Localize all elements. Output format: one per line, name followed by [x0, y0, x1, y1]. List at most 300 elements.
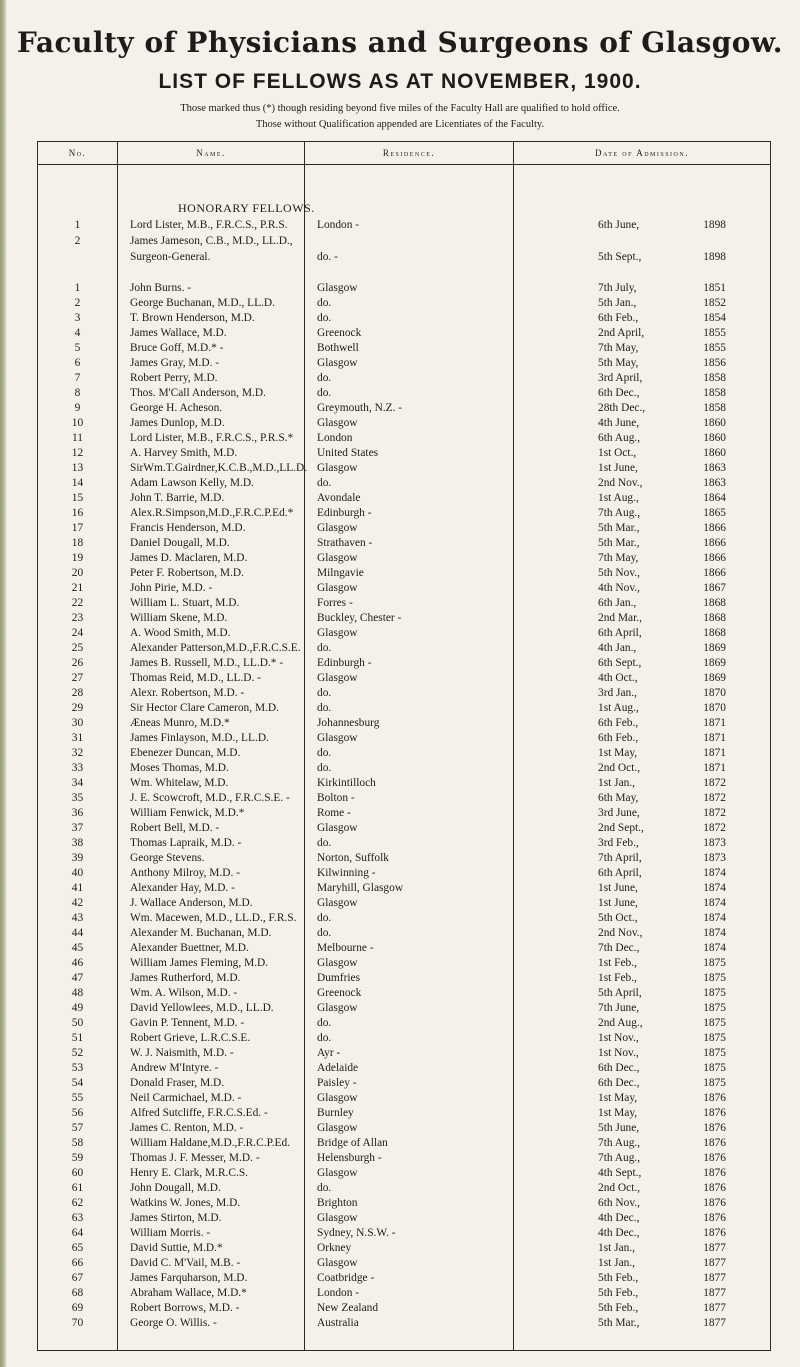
- table-row: [38, 1000, 772, 1016]
- row-number: 49: [71, 1002, 84, 1014]
- admission-year: 1876: [703, 1122, 726, 1134]
- admission-day-month: 7th May,: [598, 552, 639, 564]
- table-row: [38, 1090, 772, 1106]
- row-number: 16: [71, 507, 84, 519]
- residence: Glasgow: [317, 522, 358, 534]
- admission-year: 1863: [703, 477, 726, 489]
- table-row: [38, 370, 772, 386]
- admission-day-month: 1st Jan.,: [598, 777, 636, 789]
- row-number: 45: [71, 942, 84, 954]
- table-row: [38, 430, 772, 446]
- admission-year: 1858: [703, 372, 726, 384]
- table-row: [38, 385, 772, 401]
- table-row: [38, 625, 772, 641]
- fellow-name: William Morris. -: [130, 1227, 211, 1239]
- row-number: 2: [74, 235, 81, 247]
- admission-day-month: 5th Feb.,: [598, 1272, 639, 1284]
- row-number: 59: [71, 1152, 84, 1164]
- admission-day-month: 4th Dec.,: [598, 1227, 640, 1239]
- table-row: [38, 670, 772, 686]
- row-number: 17: [71, 522, 84, 534]
- admission-day-month: 3rd Feb.,: [598, 837, 639, 849]
- residence: Glasgow: [317, 357, 358, 369]
- fellow-name: William Skene, M.D.: [130, 612, 228, 624]
- admission-year: 1876: [703, 1182, 726, 1194]
- fellow-name: John Pirie, M.D. -: [130, 582, 213, 594]
- admission-year: 1876: [703, 1107, 726, 1119]
- page-title: Faculty of Physicians and Surgeons of Glasgow.: [16, 26, 784, 59]
- admission-day-month: 7th July,: [598, 282, 637, 294]
- admission-day-month: 5th Mar.,: [598, 1317, 640, 1329]
- admission-year: 1852: [703, 297, 726, 309]
- fellow-name: Daniel Dougall, M.D.: [130, 537, 230, 549]
- fellow-name: James Dunlop, M.D.: [130, 417, 225, 429]
- admission-day-month: 5th Jan.,: [598, 297, 637, 309]
- residence: do.: [317, 702, 332, 714]
- residence: do.: [317, 312, 332, 324]
- admission-year: 1871: [703, 747, 726, 759]
- admission-day-month: 5th Sept.,: [598, 251, 642, 263]
- admission-year: 1868: [703, 627, 726, 639]
- fellows-table: [37, 141, 771, 1351]
- fellow-name: Henry E. Clark, M.R.C.S.: [130, 1167, 249, 1179]
- row-number: 60: [71, 1167, 84, 1179]
- row-number: 11: [72, 432, 83, 444]
- fellow-name: Alexander M. Buchanan, M.D.: [130, 927, 272, 939]
- row-number: 4: [74, 327, 81, 339]
- residence: Bridge of Allan: [317, 1137, 388, 1149]
- residence: Bothwell: [317, 342, 359, 354]
- fellow-name: Alexr. Robertson, M.D. -: [130, 687, 245, 699]
- residence: Sydney, N.S.W. -: [317, 1227, 396, 1239]
- fellow-name: SirWm.T.Gairdner,K.C.B.,M.D.,LL.D.: [130, 462, 308, 474]
- admission-year: 1875: [703, 1002, 726, 1014]
- residence: do.: [317, 1032, 332, 1044]
- fellow-name: George Stevens.: [130, 852, 205, 864]
- fellow-name: Robert Perry, M.D.: [130, 372, 218, 384]
- admission-day-month: 6th Jan.,: [598, 597, 637, 609]
- table-row: [38, 655, 772, 671]
- residence: Paisley -: [317, 1077, 357, 1089]
- row-number: 36: [71, 807, 84, 819]
- row-number: 10: [71, 417, 84, 429]
- admission-day-month: 4th Nov.,: [598, 582, 640, 594]
- residence: New Zealand: [317, 1302, 379, 1314]
- admission-day-month: 5th Mar.,: [598, 522, 640, 534]
- row-number: 58: [71, 1137, 84, 1149]
- admission-year: 1876: [703, 1197, 726, 1209]
- admission-day-month: 6th Feb.,: [598, 717, 639, 729]
- residence: do.: [317, 762, 332, 774]
- row-number: 15: [71, 492, 84, 504]
- row-number: 20: [71, 567, 84, 579]
- table-row: [38, 835, 772, 851]
- fellow-name: James D. Maclaren, M.D.: [130, 552, 248, 564]
- table-row: [38, 1210, 772, 1226]
- admission-year: 1876: [703, 1167, 726, 1179]
- admission-day-month: 7th April,: [598, 852, 642, 864]
- row-number: 69: [71, 1302, 84, 1314]
- row-number: 67: [71, 1272, 84, 1284]
- admission-day-month: 6th Sept.,: [598, 657, 642, 669]
- fellow-name: Abraham Wallace, M.D.*: [130, 1287, 247, 1299]
- residence: Bolton -: [317, 792, 355, 804]
- admission-year: 1860: [703, 417, 726, 429]
- residence: Australia: [317, 1317, 359, 1329]
- fellow-name: Lord Lister, M.B., F.R.C.S., P.R.S.*: [130, 432, 294, 444]
- admission-day-month: 2nd Oct.,: [598, 1182, 641, 1194]
- table-row: [38, 730, 772, 746]
- table-row: [38, 1240, 772, 1256]
- column-header-residence: Residence.: [382, 148, 436, 158]
- fellow-name: James C. Renton, M.D. -: [130, 1122, 244, 1134]
- list-subtitle: LIST OF FELLOWS AS AT NOVEMBER, 1900.: [158, 70, 642, 93]
- fellow-name: James Stirton, M.D.: [130, 1212, 222, 1224]
- admission-day-month: 7th Aug.,: [598, 507, 641, 519]
- admission-day-month: 6th Aug.,: [598, 432, 641, 444]
- residence: Forres -: [317, 597, 353, 609]
- residence: Melbourne -: [317, 942, 374, 954]
- table-row: [38, 775, 772, 791]
- row-number: 46: [71, 957, 84, 969]
- residence: Edinburgh -: [317, 657, 372, 669]
- admission-day-month: 2nd Sept.,: [598, 822, 644, 834]
- fellow-name: Thomas J. F. Messer, M.D. -: [130, 1152, 260, 1164]
- row-number: 7: [74, 372, 81, 384]
- table-row: [38, 415, 772, 431]
- fellow-name: Peter F. Robertson, M.D.: [130, 567, 244, 579]
- honorary-fellows-heading: HONORARY FELLOWS.: [178, 201, 315, 215]
- admission-year: 1875: [703, 1032, 726, 1044]
- fellow-name: William Fenwick, M.D.*: [130, 807, 245, 819]
- fellow-name: Ebenezer Duncan, M.D.: [130, 747, 241, 759]
- fellow-name: T. Brown Henderson, M.D.: [130, 312, 255, 324]
- admission-year: 1866: [703, 522, 726, 534]
- fellow-name: Andrew M'Intyre. -: [130, 1062, 219, 1074]
- admission-year: 1874: [703, 927, 726, 939]
- admission-day-month: 5th Nov.,: [598, 567, 640, 579]
- admission-year: 1874: [703, 897, 726, 909]
- fellow-name: Æneas Munro, M.D.*: [130, 717, 230, 729]
- table-row: [38, 1180, 772, 1196]
- row-number: 2: [74, 297, 81, 309]
- admission-year: 1876: [703, 1152, 726, 1164]
- row-number: 29: [71, 702, 84, 714]
- admission-day-month: 1st Aug.,: [598, 492, 639, 504]
- table-row: [38, 1015, 772, 1031]
- row-number: 62: [71, 1197, 84, 1209]
- admission-year: 1877: [703, 1257, 726, 1269]
- admission-year: 1874: [703, 867, 726, 879]
- table-row: [38, 1165, 772, 1181]
- residence: Edinburgh -: [317, 507, 372, 519]
- row-number: 70: [71, 1317, 84, 1329]
- table-row: [38, 1105, 772, 1121]
- residence: Brighton: [317, 1197, 358, 1209]
- admission-day-month: 6th May,: [598, 792, 639, 804]
- admission-day-month: 1st Feb.,: [598, 972, 637, 984]
- row-number: 5: [74, 342, 81, 354]
- fellow-name: Surgeon-General.: [130, 251, 211, 263]
- row-number: 33: [71, 762, 84, 774]
- residence: United States: [317, 447, 379, 459]
- admission-day-month: 7th Aug.,: [598, 1137, 641, 1149]
- admission-day-month: 28th Dec.,: [598, 402, 646, 414]
- residence: Helensburgh -: [317, 1152, 382, 1164]
- admission-year: 1868: [703, 597, 726, 609]
- fellow-name: Thos. M'Call Anderson, M.D.: [130, 387, 266, 399]
- admission-year: 1869: [703, 642, 726, 654]
- fellow-name: William L. Stuart, M.D.: [130, 597, 240, 609]
- admission-day-month: 3rd April,: [598, 372, 643, 384]
- admission-day-month: 5th Oct.,: [598, 912, 638, 924]
- table-row: [38, 790, 772, 806]
- admission-day-month: 2nd Oct.,: [598, 762, 641, 774]
- residence: Glasgow: [317, 627, 358, 639]
- fellow-name: Robert Borrows, M.D. -: [130, 1302, 240, 1314]
- table-row: [38, 1060, 772, 1076]
- residence: Johannesburg: [317, 717, 380, 729]
- row-number: 8: [74, 387, 81, 399]
- admission-year: 1858: [703, 402, 726, 414]
- admission-year: 1867: [703, 582, 726, 594]
- fellow-name: Gavin P. Tennent, M.D. -: [130, 1017, 245, 1029]
- admission-year: 1872: [703, 807, 726, 819]
- fellow-name: Anthony Milroy, M.D. -: [130, 867, 241, 879]
- admission-day-month: 6th Feb.,: [598, 732, 639, 744]
- admission-day-month: 6th Dec.,: [598, 1062, 640, 1074]
- admission-day-month: 2nd Nov.,: [598, 477, 643, 489]
- residence: Avondale: [317, 492, 361, 504]
- row-number: 42: [71, 897, 84, 909]
- table-row: [38, 940, 772, 956]
- row-number: 9: [74, 402, 81, 414]
- fellow-name: John Dougall, M.D.: [130, 1182, 221, 1194]
- fellow-name: Wm. Macewen, M.D., LL.D., F.R.S.: [130, 912, 297, 924]
- residence: Glasgow: [317, 1002, 358, 1014]
- residence: London -: [317, 1287, 360, 1299]
- row-number: 31: [71, 732, 84, 744]
- row-number: 57: [71, 1122, 84, 1134]
- row-number: 66: [71, 1257, 84, 1269]
- table-row: [38, 1285, 772, 1301]
- fellow-name: Thomas Lapraik, M.D. -: [130, 837, 242, 849]
- table-row: [38, 310, 772, 326]
- column-header-no: No.: [68, 148, 87, 158]
- row-number: 64: [71, 1227, 84, 1239]
- fellow-name: Watkins W. Jones, M.D.: [130, 1197, 241, 1209]
- residence: do.: [317, 747, 332, 759]
- row-number: 65: [71, 1242, 84, 1254]
- table-row: [38, 1075, 772, 1091]
- admission-day-month: 4th Oct.,: [598, 672, 638, 684]
- fellow-name: George H. Acheson.: [130, 402, 223, 414]
- admission-day-month: 2nd April,: [598, 327, 645, 339]
- admission-day-month: 1st May,: [598, 1092, 638, 1104]
- admission-day-month: 5th Feb.,: [598, 1302, 639, 1314]
- admission-year: 1877: [703, 1272, 726, 1284]
- row-number: 24: [71, 627, 84, 639]
- row-number: 34: [71, 777, 84, 789]
- table-row: [38, 280, 772, 296]
- fellow-name: James Farquharson, M.D.: [130, 1272, 248, 1284]
- qualification-note: Those marked thus (*) though residing beyond five miles of the Faculty Hall are qualified to hold office.: [180, 103, 620, 114]
- admission-day-month: 1st Oct.,: [598, 447, 637, 459]
- fellow-name: Moses Thomas, M.D.: [130, 762, 229, 774]
- admission-year: 1866: [703, 552, 726, 564]
- column-header-date: Date of Admission.: [595, 148, 689, 158]
- row-number: 1: [74, 282, 81, 294]
- admission-year: 1877: [703, 1287, 726, 1299]
- admission-year: 1875: [703, 972, 726, 984]
- row-number: 55: [71, 1092, 84, 1104]
- table-row: [38, 955, 772, 971]
- admission-year: 1869: [703, 672, 726, 684]
- admission-year: 1877: [703, 1242, 726, 1254]
- row-number: 14: [71, 477, 84, 489]
- residence: do. -: [317, 251, 338, 263]
- table-row: [38, 355, 772, 371]
- row-number: 28: [71, 687, 84, 699]
- row-number: 27: [71, 672, 84, 684]
- admission-year: 1874: [703, 942, 726, 954]
- admission-day-month: 1st June,: [598, 882, 638, 894]
- table-row: [38, 610, 772, 626]
- row-number: 68: [71, 1287, 84, 1299]
- residence: Glasgow: [317, 672, 358, 684]
- table-row: [38, 249, 772, 265]
- row-number: 37: [71, 822, 84, 834]
- admission-year: 1863: [703, 462, 726, 474]
- table-row: [38, 745, 772, 761]
- admission-day-month: 6th Nov.,: [598, 1197, 640, 1209]
- admission-day-month: 6th Feb.,: [598, 312, 639, 324]
- table-row: [38, 565, 772, 581]
- row-number: 3: [74, 312, 81, 324]
- admission-year: 1860: [703, 432, 726, 444]
- table-row: [38, 820, 772, 836]
- row-number: 23: [71, 612, 84, 624]
- residence: Glasgow: [317, 417, 358, 429]
- admission-year: 1874: [703, 882, 726, 894]
- admission-day-month: 5th Feb.,: [598, 1287, 639, 1299]
- residence: Glasgow: [317, 462, 358, 474]
- admission-year: 1866: [703, 567, 726, 579]
- admission-year: 1868: [703, 612, 726, 624]
- table-row: [38, 535, 772, 551]
- admission-year: 1854: [703, 312, 726, 324]
- fellow-name: John Burns. -: [130, 282, 192, 294]
- admission-day-month: 1st Feb.,: [598, 957, 637, 969]
- page-edge-shadow: [0, 0, 7, 1367]
- row-number: 48: [71, 987, 84, 999]
- row-number: 35: [71, 792, 84, 804]
- table-row: [38, 475, 772, 491]
- fellow-name: Wm. A. Wilson, M.D. -: [130, 987, 238, 999]
- admission-day-month: 1st May,: [598, 1107, 638, 1119]
- admission-year: 1873: [703, 852, 726, 864]
- residence: London: [317, 432, 353, 444]
- row-number: 44: [71, 927, 84, 939]
- row-number: 30: [71, 717, 84, 729]
- admission-day-month: 6th Dec.,: [598, 387, 640, 399]
- fellow-name: John T. Barrie, M.D.: [130, 492, 225, 504]
- row-number: 61: [71, 1182, 84, 1194]
- residence: Strathaven -: [317, 537, 373, 549]
- residence: Glasgow: [317, 282, 358, 294]
- admission-year: 1876: [703, 1137, 726, 1149]
- row-number: 47: [71, 972, 84, 984]
- residence: Greenock: [317, 327, 362, 339]
- admission-year: 1858: [703, 387, 726, 399]
- table-row: [38, 1225, 772, 1241]
- table-row: [38, 1030, 772, 1046]
- residence: Glasgow: [317, 1092, 358, 1104]
- admission-day-month: 6th Dec.,: [598, 1077, 640, 1089]
- table-row: [38, 1150, 772, 1166]
- fellow-name: James Jameson, C.B., M.D., LL.D.,: [130, 235, 293, 247]
- admission-year: 1875: [703, 987, 726, 999]
- table-row: [38, 865, 772, 881]
- admission-day-month: 1st Jan.,: [598, 1257, 636, 1269]
- admission-year: 1864: [703, 492, 726, 504]
- residence: do.: [317, 837, 332, 849]
- row-number: 54: [71, 1077, 84, 1089]
- row-number: 43: [71, 912, 84, 924]
- residence: Coatbridge -: [317, 1272, 375, 1284]
- admission-year: 1871: [703, 732, 726, 744]
- table-row: [38, 505, 772, 521]
- admission-day-month: 1st June,: [598, 462, 638, 474]
- admission-year: 1856: [703, 357, 726, 369]
- admission-day-month: 1st May,: [598, 747, 638, 759]
- residence: do.: [317, 912, 332, 924]
- fellow-name: David Suttie, M.D.*: [130, 1242, 223, 1254]
- residence: Kirkintilloch: [317, 777, 376, 789]
- admission-day-month: 4th Jan.,: [598, 642, 637, 654]
- admission-day-month: 7th May,: [598, 342, 639, 354]
- fellow-name: Lord Lister, M.B., F.R.C.S., P.R.S.: [130, 219, 288, 231]
- admission-day-month: 7th June,: [598, 1002, 640, 1014]
- residence: Burnley: [317, 1107, 354, 1119]
- residence: do.: [317, 642, 332, 654]
- fellow-name: David C. M'Vail, M.B. -: [130, 1257, 241, 1269]
- table-row: [38, 760, 772, 776]
- row-number: 52: [71, 1047, 84, 1059]
- fellow-name: William James Fleming, M.D.: [130, 957, 269, 969]
- admission-year: 1875: [703, 1062, 726, 1074]
- admission-year: 1870: [703, 687, 726, 699]
- column-header-name: Name.: [196, 148, 226, 158]
- admission-day-month: 6th June,: [598, 219, 640, 231]
- fellow-name: Robert Bell, M.D. -: [130, 822, 220, 834]
- admission-year: 1898: [703, 251, 726, 263]
- table-row: [38, 460, 772, 476]
- table-row: [38, 1255, 772, 1271]
- fellow-name: J. E. Scowcroft, M.D., F.R.C.S.E. -: [130, 792, 290, 804]
- table-row: [38, 1045, 772, 1061]
- fellow-name: David Yellowlees, M.D., LL.D.: [130, 1002, 274, 1014]
- residence: do.: [317, 1182, 332, 1194]
- admission-year: 1875: [703, 1047, 726, 1059]
- row-number: 63: [71, 1212, 84, 1224]
- fellow-name: James Wallace, M.D.: [130, 327, 227, 339]
- residence: do.: [317, 927, 332, 939]
- fellow-name: James Finlayson, M.D., LL.D.: [130, 732, 269, 744]
- admission-day-month: 1st Nov.,: [598, 1047, 639, 1059]
- row-number: 13: [71, 462, 84, 474]
- residence: Buckley, Chester -: [317, 612, 402, 624]
